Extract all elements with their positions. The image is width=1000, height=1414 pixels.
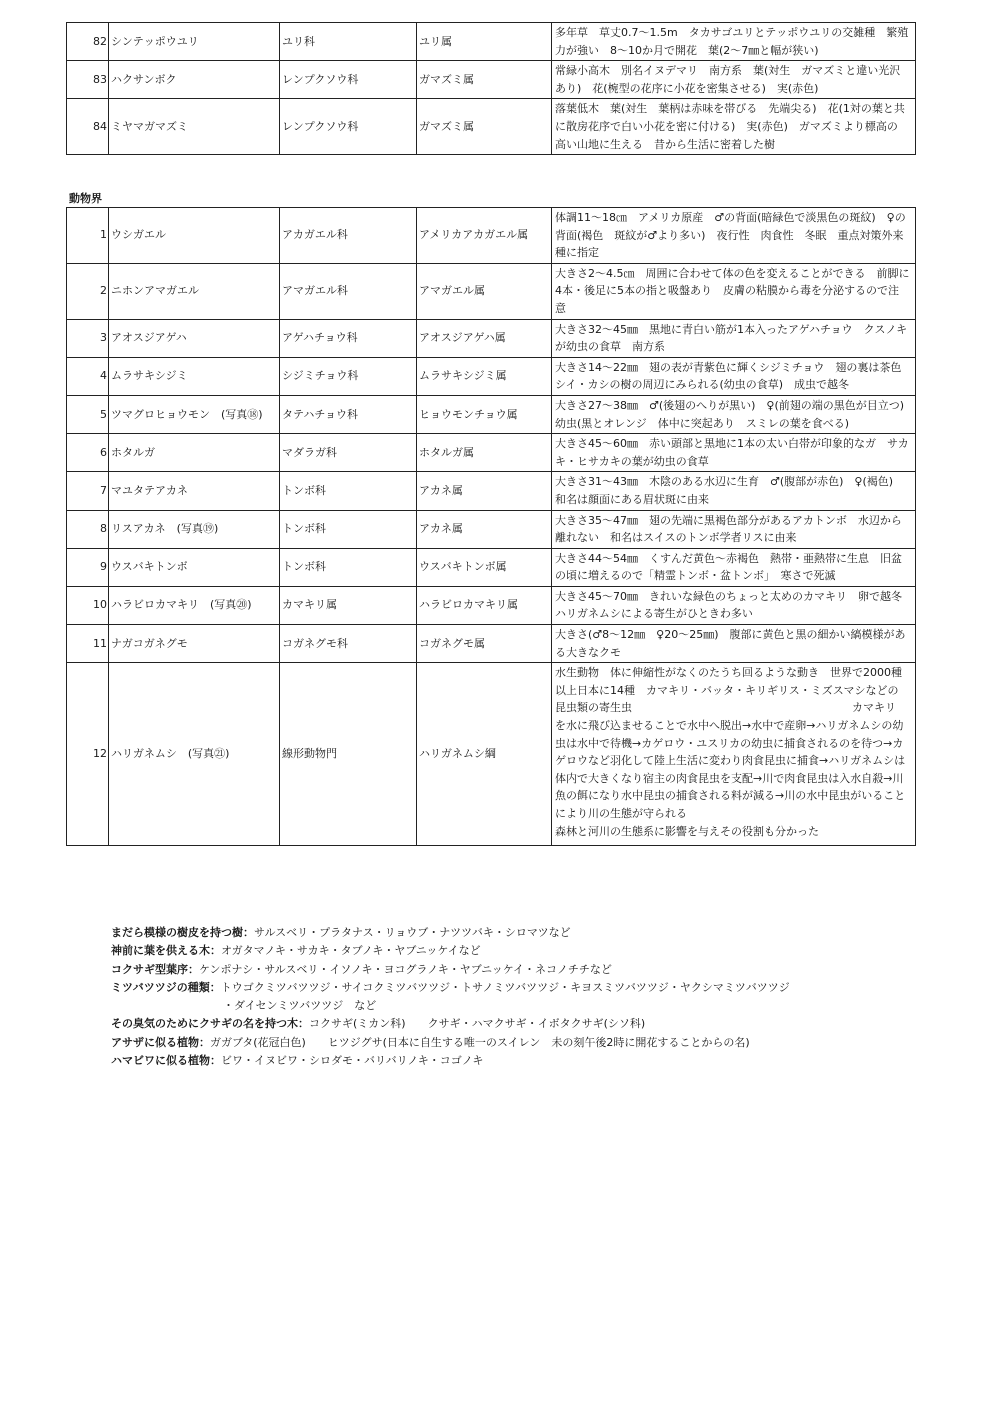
description-line: 和名は顔面にある眉状斑に由来 <box>555 492 709 506</box>
description-line: 種に指定 <box>555 246 599 260</box>
species-name: ムラサキシジミ <box>109 357 280 395</box>
description-line: 水生動物 体に伸縮性がなくのたうち回るような動き 世界で2000種 <box>555 666 902 680</box>
description-line: ハリガネムシによる寄生がひときわ多い <box>555 607 753 621</box>
genus-name: アカネ属 <box>417 472 552 510</box>
description-line: 体内で大きくなり宿主の肉食昆虫を支配→川で肉食昆虫は入水自殺→川 <box>555 771 904 785</box>
description-line: 4本・後足に5本の指と吸盤あり 皮膚の粘膜から毒を分泌するので注 <box>555 284 899 298</box>
description <box>552 263 916 319</box>
genus-name: アカネ属 <box>417 510 552 548</box>
description <box>552 663 916 846</box>
description-line: あり) 花(椀型の花序に小花を密集させる) 実(赤色) <box>555 81 819 95</box>
section-title-animals: 動物界 <box>69 192 102 205</box>
genus-name: アマガエル属 <box>417 263 552 319</box>
family-name: コガネグモ科 <box>280 625 417 663</box>
family-name: トンボ科 <box>280 510 417 548</box>
row-number: 12 <box>67 663 109 846</box>
species-name: ナガコガネグモ <box>109 625 280 663</box>
row-number: 4 <box>67 357 109 395</box>
family-name: アゲハチョウ科 <box>280 319 417 357</box>
species-name: ハリガネムシ (写真㉑) <box>109 663 280 846</box>
row-number: 2 <box>67 263 109 319</box>
family-name: レンプクソウ科 <box>280 61 417 99</box>
genus-name: ユリ属 <box>417 23 552 61</box>
row-number: 6 <box>67 434 109 472</box>
description-line: に散房花序で白い小花を密に付ける) 実(赤色) ガマズミより標高の <box>555 119 898 133</box>
note-label: まだら模様の樹皮を持つ樹： <box>111 926 254 939</box>
note-row <box>111 924 931 942</box>
note-row <box>111 1015 931 1033</box>
table-row <box>67 208 916 264</box>
description <box>552 434 916 472</box>
family-name: アカガエル科 <box>280 208 417 264</box>
description-line: 虫は水中で待機→カゲロウ・ユスリカの幼虫に捕食されるのを待つ→カ <box>555 736 904 750</box>
table-row <box>67 510 916 548</box>
description-line: 常緑小高木 別名イヌデマリ 南方系 葉(対生 ガマズミと違い光沢 <box>555 64 901 78</box>
family-name: カマキリ属 <box>280 586 417 624</box>
note-row <box>111 942 931 960</box>
description <box>552 472 916 510</box>
description-line: 大きさ(♂8～12㎜ ♀20～25㎜) 腹部に黄色と黒の細かい縞模様があ <box>555 628 906 642</box>
description-line: により川の生態が守られる <box>555 807 687 820</box>
table-row <box>67 395 916 433</box>
description-line: 多年草 草丈0.7～1.5m タカサゴユリとテッポウユリの交雑種 繁殖 <box>555 26 909 39</box>
description-line: 落葉低木 葉(対生 葉柄は赤味を帯びる 先端尖る) 花(1対の葉と共 <box>555 102 905 116</box>
description <box>552 510 916 548</box>
description-line: 昆虫類の寄生虫 カマキリ <box>555 701 896 715</box>
description-line: キ・ヒサカキの葉が幼虫の食草 <box>555 454 709 468</box>
species-name: ウスバキトンボ <box>109 548 280 586</box>
description-line: 意 <box>555 301 566 315</box>
animal-table-body <box>67 208 916 846</box>
table-row <box>67 319 916 357</box>
notes-block <box>111 924 931 1070</box>
note-row <box>111 1052 931 1070</box>
species-name: ツマグロヒョウモン (写真⑱) <box>109 395 280 433</box>
table-row <box>67 357 916 395</box>
note-text: ケンポナシ・サルスベリ・イソノキ・ヨコグラノキ・ヤブニッケイ・ネコノチチなど <box>199 962 612 976</box>
species-name: ウシガエル <box>109 208 280 264</box>
family-name: シジミチョウ科 <box>280 357 417 395</box>
species-name: マユタテアカネ <box>109 472 280 510</box>
genus-name: ムラサキシジミ属 <box>417 357 552 395</box>
description-line: 体調11～18㎝ アメリカ原産 ♂の背面(暗緑色で淡黒色の斑紋) ♀の <box>555 211 906 224</box>
genus-name: ガマズミ属 <box>417 61 552 99</box>
description-line: 大きさ35～47㎜ 翅の先端に黒褐色部分があるアカトンボ 水辺から <box>555 513 902 527</box>
note-text: サルスベリ・プラタナス・リョウブ・ナツツバキ・シロマツなど <box>254 926 571 939</box>
row-number: 7 <box>67 472 109 510</box>
description <box>552 319 916 357</box>
table-row <box>67 625 916 663</box>
table-row <box>67 99 916 155</box>
description <box>552 586 916 624</box>
description-line: 離れない 和名はスイスのトンボ学者リスに由来 <box>555 531 797 545</box>
description <box>552 208 916 264</box>
description-line: 大きさ14～22㎜ 翅の表が青紫色に輝くシジミチョウ 翅の裏は茶色 <box>555 360 902 374</box>
family-name: ユリ科 <box>280 23 417 61</box>
description-line: 大きさ32～45㎜ 黒地に青白い筋が1本入ったアゲハチョウ クスノキ <box>555 322 908 336</box>
note-continuation: ・ダイセンミツバツツジ など <box>223 999 377 1013</box>
family-name: 線形動物門 <box>280 663 417 846</box>
description-line: 大きさ45～70㎜ きれいな緑色のちょっと太めのカマキリ 卵で越冬 <box>555 589 902 603</box>
description-line: 力が強い 8～10か月で開花 葉(2～7㎜と幅が狭い) <box>555 43 819 57</box>
genus-name: ウスバキトンボ属 <box>417 548 552 586</box>
row-number: 10 <box>67 586 109 624</box>
row-number: 9 <box>67 548 109 586</box>
row-number: 5 <box>67 395 109 433</box>
note-text: トウゴクミツバツツジ・サイコクミツバツツジ・トサノミツバツツジ・キヨスミツバツツジ・ヤクシマミツバツツジ <box>220 980 790 994</box>
species-name: シンテッポウユリ <box>109 23 280 61</box>
description <box>552 61 916 99</box>
family-name: レンプクソウ科 <box>280 99 417 155</box>
row-number: 8 <box>67 510 109 548</box>
description-line: を水に飛び込ませることで水中へ脱出→水中で産卵→ハリガネムシの幼 <box>555 719 904 733</box>
species-name: ニホンアマガエル <box>109 263 280 319</box>
genus-name: ヒョウモンチョウ属 <box>417 395 552 433</box>
genus-name: コガネグモ属 <box>417 625 552 663</box>
description-line: 背面(褐色 斑紋が♂より多い) 夜行性 肉食性 冬眠 重点対策外来 <box>555 228 904 242</box>
plant-table-body <box>67 23 916 155</box>
row-number: 82 <box>67 23 109 61</box>
note-label: 神前に葉を供える木： <box>111 944 221 958</box>
description-line: が幼虫の食草 南方系 <box>555 340 665 354</box>
family-name: タテハチョウ科 <box>280 395 417 433</box>
row-number: 84 <box>67 99 109 155</box>
description <box>552 99 916 155</box>
table-row <box>67 434 916 472</box>
row-number: 3 <box>67 319 109 357</box>
description <box>552 395 916 433</box>
row-number: 83 <box>67 61 109 99</box>
note-row <box>111 961 931 979</box>
family-name: アマガエル科 <box>280 263 417 319</box>
note-text: ガガブタ(花冠白色) ヒツジグサ(日本に自生する唯一のスイレン 未の刻午後2時に開花することからの名) <box>210 1035 750 1049</box>
genus-name: ハラビロカマキリ属 <box>417 586 552 624</box>
description-line: 以上日本に14種 カマキリ・バッタ・キリギリス・ミズスマシなどの <box>555 683 899 697</box>
note-label: ハマビワに似る植物： <box>111 1054 221 1068</box>
note-text: コクサギ(ミカン科) クサギ・ハマクサギ・イボタクサギ(シソ科) <box>309 1017 646 1031</box>
table-row <box>67 263 916 319</box>
description-line: シイ・カシの樹の周辺にみられる(幼虫の食草) 成虫で越冬 <box>555 378 850 392</box>
family-name: トンボ科 <box>280 548 417 586</box>
note-text: オガタマノキ・サカキ・タブノキ・ヤブニッケイなど <box>221 944 481 958</box>
genus-name: ホタルガ属 <box>417 434 552 472</box>
note-label: アサザに似る植物： <box>111 1035 210 1049</box>
species-name: ハラビロカマキリ (写真⑳) <box>109 586 280 624</box>
table-row <box>67 586 916 624</box>
row-number: 11 <box>67 625 109 663</box>
note-row <box>111 1034 931 1052</box>
description-line: 魚の餌になり水中昆虫の捕食される料が減る→川の水中昆虫がいること <box>555 789 906 803</box>
description <box>552 625 916 663</box>
species-name: ミヤマガマズミ <box>109 99 280 155</box>
family-name: トンボ科 <box>280 472 417 510</box>
description-line: 森林と河川の生態系に影響を与えその役割も分かった <box>555 824 819 838</box>
row-number: 1 <box>67 208 109 264</box>
description-line: 大きさ31～43㎜ 木陰のある水辺に生育 ♂(腹部が赤色) ♀(褐色) <box>555 475 894 489</box>
description <box>552 548 916 586</box>
table-row <box>67 663 916 846</box>
description-line: の頃に増えるので「精霊トンボ・盆トンボ」 寒さで死滅 <box>555 569 836 583</box>
note-row <box>111 979 931 997</box>
description <box>552 23 916 61</box>
table-row <box>67 61 916 99</box>
note-label: その臭気のためにクサギの名を持つ木： <box>111 1017 309 1031</box>
genus-name: アオスジアゲハ属 <box>417 319 552 357</box>
species-name: リスアカネ (写真⑲) <box>109 510 280 548</box>
description-line: 大きさ2～4.5㎝ 周囲に合わせて体の色を変えることができる 前脚に <box>555 266 910 280</box>
note-label: ミツバツツジの種類： <box>111 980 221 994</box>
table-row <box>67 548 916 586</box>
animal-table <box>66 207 916 846</box>
species-name: アオスジアゲハ <box>109 319 280 357</box>
description-line: 大きさ44～54㎜ くすんだ黄色～赤褐色 熱帯・亜熱帯に生息 旧盆 <box>555 551 902 565</box>
genus-name: ガマズミ属 <box>417 99 552 155</box>
description <box>552 357 916 395</box>
description-line: 大きさ45～60㎜ 赤い頭部と黒地に1本の太い白帯が印象的なガ サカ <box>555 437 909 451</box>
description-line: 幼虫(黒とオレンジ 体中に突起あり スミレの葉を食べる) <box>555 416 850 430</box>
plant-table <box>66 22 916 155</box>
family-name: マダラガ科 <box>280 434 417 472</box>
description-line: 大きさ27～38㎜ ♂(後翅のへりが黒い) ♀(前翅の端の黒色が目立つ) <box>555 398 905 412</box>
description-line: 高い山地に生える 昔から生活に密着した樹 <box>555 137 775 151</box>
genus-name: アメリカアカガエル属 <box>417 208 552 264</box>
species-name: ホタルガ <box>109 434 280 472</box>
description-line: る大きなクモ <box>555 645 621 659</box>
species-name: ハクサンボク <box>109 61 280 99</box>
table-row <box>67 23 916 61</box>
note-text: ビワ・イヌビワ・シロダモ・バリバリノキ・コゴノキ <box>221 1054 484 1068</box>
description-line: ゲロウなど羽化して陸上生活に変わり肉食昆虫に捕食→ハリガネムシは <box>555 754 906 768</box>
table-row <box>67 472 916 510</box>
note-label: コクサギ型葉序： <box>111 962 199 976</box>
genus-name: ハリガネムシ綱 <box>417 663 552 846</box>
